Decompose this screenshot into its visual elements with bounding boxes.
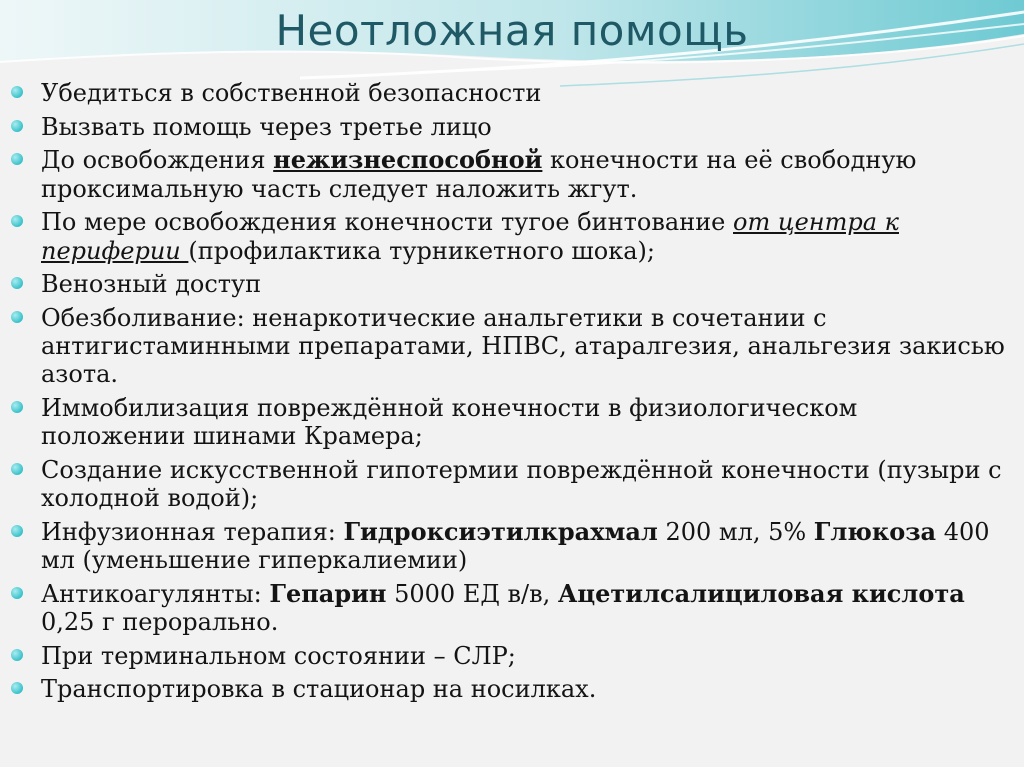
list-item: Транспортировка в стационар на носилках. — [8, 675, 1008, 703]
list-item: По мере освобождения конечности тугое бинтование от центра к периферии (профилактика турникетного шока); — [8, 208, 1008, 264]
bullet-icon — [11, 153, 23, 165]
drug-name: Ацетилсалициловая кислота — [557, 578, 965, 608]
list-item: Венозный доступ — [8, 270, 1008, 298]
bullet-icon — [11, 86, 23, 98]
list-item: Вызвать помощь через третье лицо — [8, 113, 1008, 141]
list-item: До освобождения нежизнеспособной конечности на её свободную проксимальную часть следует наложить жгут. — [8, 146, 1008, 202]
list-item: Инфузионная терапия: Гидроксиэтилкрахмал 200 мл, 5% Глюкоза 400 мл (уменьшение гиперкалиемии) — [8, 518, 1008, 574]
list-item: При терминальном состоянии – СЛР; — [8, 642, 1008, 670]
bullet-icon — [11, 463, 23, 475]
bullet-icon — [11, 277, 23, 289]
bullet-icon — [11, 525, 23, 537]
drug-name: Глюкоза — [813, 516, 937, 546]
list-item: Создание искусственной гипотермии повреждённой конечности (пузыри с холодной водой); — [8, 456, 1008, 512]
drug-name: Гепарин — [269, 578, 387, 608]
bullet-icon — [11, 649, 23, 661]
drug-name: Гидроксиэтилкрахмал — [343, 516, 658, 546]
list-item: Убедиться в собственной безопасности — [8, 79, 1008, 107]
list-item: Обезболивание: ненаркотические анальгетики в сочетании с антигистаминными препаратами, НПВС, атаралгезия, анальгезия закисью азота. — [8, 304, 1008, 389]
emphasis-text: нежизнеспособной — [273, 145, 543, 175]
bullet-icon — [11, 120, 23, 132]
bullet-icon — [11, 215, 23, 227]
list-item: Антикоагулянты: Гепарин 5000 ЕД в/в, Ацетилсалициловая кислота 0,25 г перорально. — [8, 580, 1008, 636]
emphasis-text: от центра к периферии — [41, 208, 899, 265]
page-title: Неотложная помощь — [275, 6, 749, 55]
bullet-icon — [11, 311, 23, 323]
list-item: Иммобилизация повреждённой конечности в физиологическом положении шинами Крамера; — [8, 394, 1008, 450]
bullet-icon — [11, 682, 23, 694]
bullet-icon — [11, 587, 23, 599]
bullet-icon — [11, 401, 23, 413]
bullet-list — [8, 79, 1008, 709]
